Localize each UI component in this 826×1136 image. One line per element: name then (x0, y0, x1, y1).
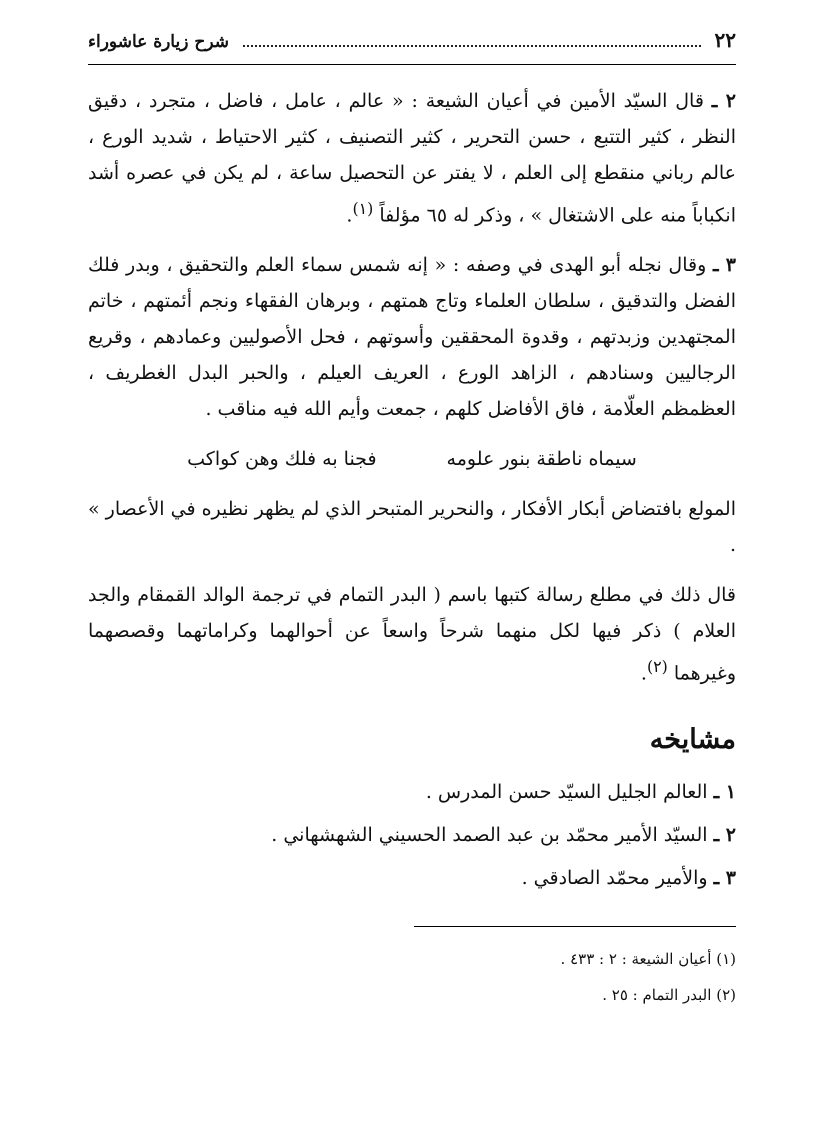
page-header (88, 28, 736, 65)
footnote-number: (٢) (716, 985, 736, 1004)
paragraph-3 (88, 247, 736, 427)
footnote-number: (١) (716, 949, 736, 968)
paragraph-4 (88, 491, 736, 563)
paragraph-end: . (640, 662, 647, 685)
paragraph-2 (88, 83, 736, 233)
page-body (88, 83, 736, 1013)
section-heading: مشايخه (649, 723, 736, 755)
paragraph-text: وقال نجله أبو الهدى في وصفه : « إنه شمس سماء العلم والتحقيق ، وبدر فلك الفضل والتدقيق ، سلطان العلماء وتاج همتهم ، وبرهان الفقهاء ونجم أئمتهم ، خاتم المجتهدين وزبدتهم ، وقدوة المحققين وأسوتهم ، فحل الأصوليين وعمادهم ، وقريع الرجاليين وسنادهم ، الزاهد الورع ، العريف العيلم ، والحبر البدل الغطريف ، العظمظم العلّامة ، فاق الأفاضل كلهم ، جمعت وأيم الله فيه مناقب . (88, 254, 736, 421)
footnote-ref[interactable]: (١) (352, 199, 374, 218)
verse-hemistich: فجنا به فلك وهن كواكب (187, 448, 377, 471)
list-item (88, 814, 736, 857)
item-text: والأمير محمّد الصادقي . (521, 866, 708, 889)
verse-hemistich: سيماه ناطقة بنور علومه (446, 448, 637, 471)
item-number: ٢ ـ (713, 823, 736, 846)
item-text: السيّد الأمير محمّد بن عبد الصمد الحسيني الشهشهاني . (271, 823, 708, 846)
book-title: شرح زيارة عاشوراء (88, 32, 229, 52)
footnote-1 (88, 941, 736, 977)
paragraph-text: المولع بافتضاض أبكار الأفكار ، والنحرير المتبحر الذي لم يظهر نظيره في الأعصار » . (88, 498, 736, 557)
footnote-text: البدر التمام : ٢٥ . (602, 985, 712, 1004)
header-dot-leader (243, 45, 701, 47)
item-text: العالم الجليل السيّد حسن المدرس . (425, 780, 708, 803)
paragraph-end: . (346, 204, 353, 227)
footnote-text: أعيان الشيعة : ٢ : ٤٣٣ . (560, 949, 712, 968)
list-item (88, 771, 736, 814)
page-number: ٢٢ (714, 28, 736, 52)
paragraph-number: ٢ ـ (711, 90, 736, 112)
teachers-list (88, 771, 736, 900)
footnote-divider (414, 926, 736, 927)
footnote-2 (88, 977, 736, 1013)
paragraph-number: ٣ ـ (712, 254, 736, 277)
poetry-verse (88, 441, 736, 477)
footnote-ref[interactable]: (٢) (646, 657, 668, 677)
paragraph-text: قال السيّد الأمين في أعيان الشيعة : « عالم ، عامل ، فاضل ، متجرد ، دقيق النظر ، كثير التتبع ، حسن التحرير ، كثير التصنيف ، كثير الاحتياط ، شديد الورع ، عالم رباني منقطع إلى العلم ، لا يفتر عن التحصيل ساعة ، لم يكن في عصره أشد انكباباً منه على الاشتغال » ، وذكر له ٦٥ مؤلفاً (88, 90, 736, 227)
paragraph-5 (88, 577, 736, 691)
item-number: ٣ ـ (713, 866, 736, 889)
paragraph-text: قال ذلك في مطلع رسالة كتبها باسم ( البدر التمام في ترجمة الوالد القمقام والجد العلام ) ذكر فيها لكل منهما شرحاً واسعاً عن أحوالهما وكراماتهما وقصصهما وغيرهما (88, 584, 736, 685)
list-item (88, 857, 736, 900)
item-number: ١ ـ (713, 780, 736, 803)
